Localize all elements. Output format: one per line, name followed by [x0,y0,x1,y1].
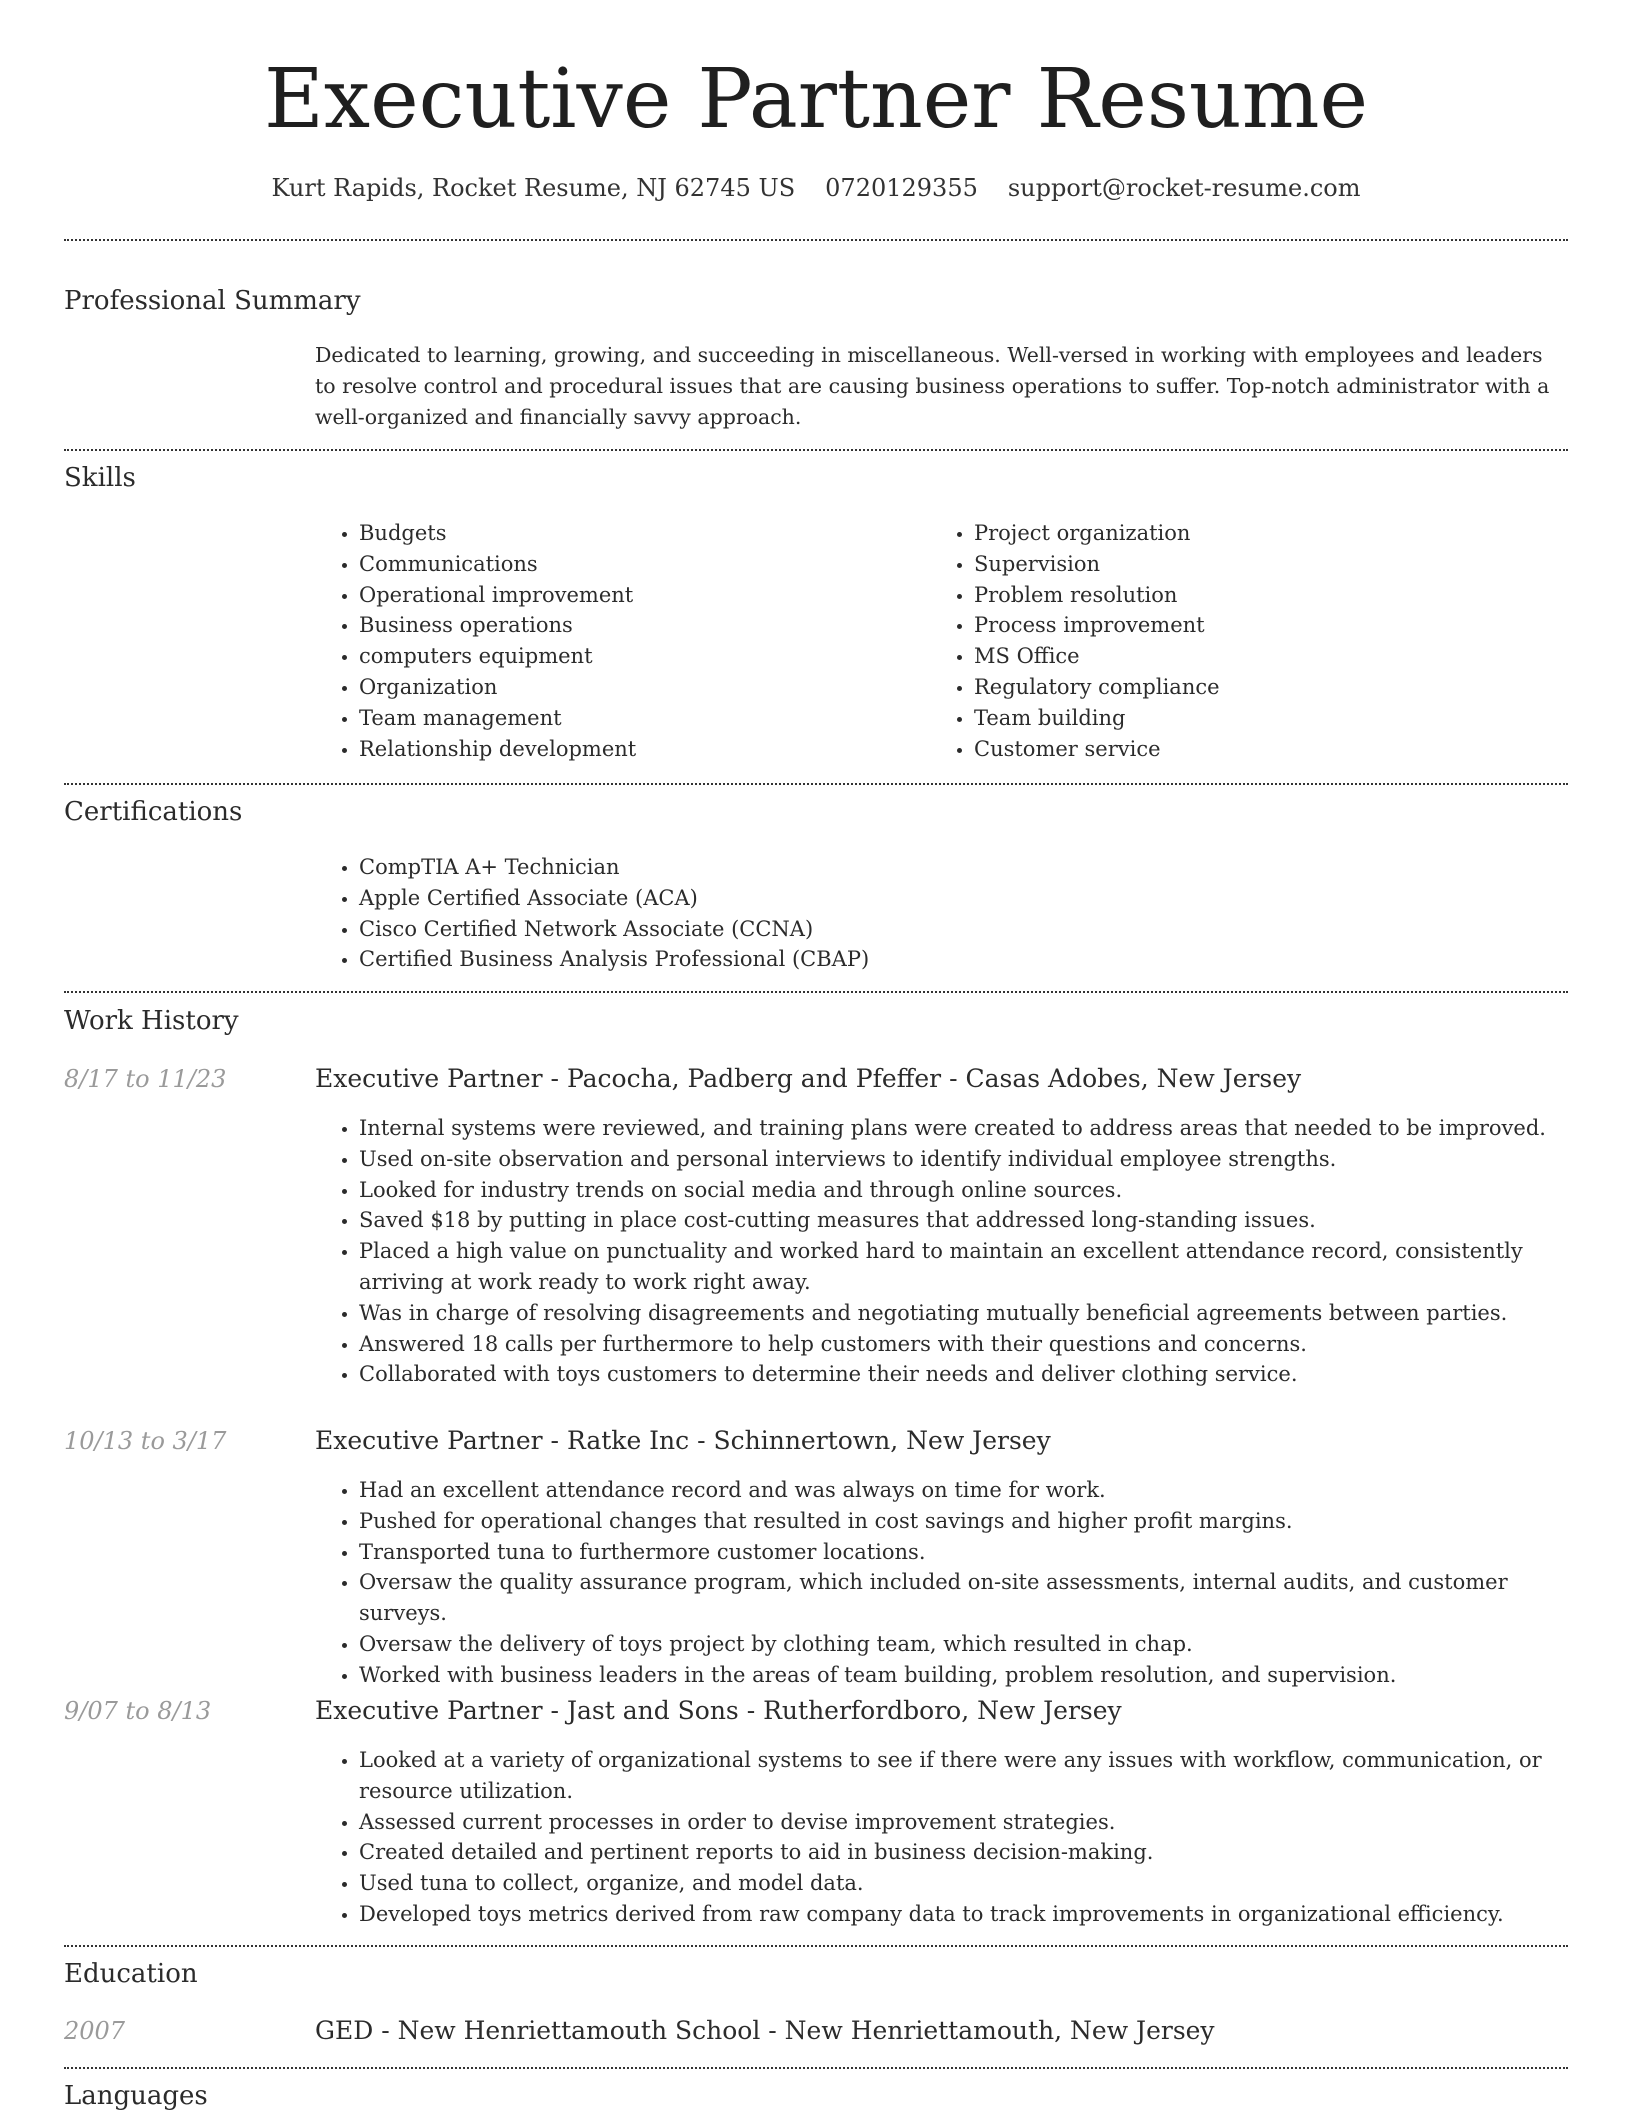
job-bullet: • Worked with business leaders in the areas of team building, problem resolution, and supervision. [359,1660,1594,1691]
job-dates: 8/17 to 11/23 [64,1065,227,1093]
section-divider [64,2067,1568,2069]
job-bullets [315,1113,1594,1390]
skill-item: • Organization [359,672,636,703]
skills-heading: Skills [64,463,136,493]
skill-item: • Process improvement [974,610,1220,641]
skill-item: • Team building [974,703,1220,734]
section-divider [64,1945,1568,1947]
job-title: Executive Partner - Pacocha, Padberg and Pfeffer - Casas Adobes, New Jersey [315,1064,1302,1093]
job-bullet: • Answered 18 calls per furthermore to help customers with their questions and concerns. [359,1329,1594,1360]
job-bullet: • Internal systems were reviewed, and training plans were created to address areas that needed to be improved. [359,1113,1594,1144]
skill-item: • Problem resolution [974,580,1220,611]
education-year: 2007 [64,2017,126,2045]
job-bullet: • Used tuna to collect, organize, and model data. [359,1868,1594,1899]
job-bullet: • Developed toys metrics derived from raw company data to track improvements in organizational efficiency. [359,1899,1594,1930]
education-heading: Education [64,1959,198,1989]
job-title: Executive Partner - Ratke Inc - Schinnertown, New Jersey [315,1426,1051,1455]
skill-item: • Regulatory compliance [974,672,1220,703]
job-bullet: • Collaborated with toys customers to determine their needs and deliver clothing service. [359,1359,1594,1390]
certification-item: • Certified Business Analysis Professional (CBAP) [359,944,869,975]
work-history-heading: Work History [64,1006,239,1036]
skill-item: • Customer service [974,734,1220,765]
skill-item: • Project organization [974,518,1220,549]
skill-item: • Supervision [974,549,1220,580]
job-bullets [315,1745,1594,1930]
languages-heading: Languages [64,2081,208,2111]
section-divider [64,991,1568,993]
job-bullet: • Assessed current processes in order to devise improvement strategies. [359,1807,1594,1838]
skill-item: • computers equipment [359,641,636,672]
job-bullet: • Had an excellent attendance record and was always on time for work. [359,1475,1594,1506]
job-bullet: • Pushed for operational changes that resulted in cost savings and higher profit margins. [359,1506,1594,1537]
contact-address: Kurt Rapids, Rocket Resume, NJ 62745 US [271,174,796,202]
job-title: Executive Partner - Jast and Sons - Rutherfordboro, New Jersey [315,1696,1122,1725]
education-entry: GED - New Henriettamouth School - New Henriettamouth, New Jersey [315,2016,1215,2045]
skill-item: • Budgets [359,518,636,549]
job-bullet: • Oversaw the delivery of toys project by clothing team, which resulted in chap. [359,1629,1594,1660]
section-divider [64,239,1568,241]
section-divider [64,449,1568,451]
job-dates: 9/07 to 8/13 [64,1697,212,1725]
certifications-list [315,852,869,975]
job-bullet: • Transported tuna to furthermore customer locations. [359,1537,1594,1568]
resume-title: Executive Partner Resume [263,52,1369,147]
job-bullets [315,1475,1594,1691]
job-bullet: • Looked at a variety of organizational systems to see if there were any issues with workflow, communication, or resource utilization. [359,1745,1594,1807]
contact-email: support@rocket-resume.com [1007,174,1361,202]
certifications-heading: Certifications [64,797,243,827]
summary-heading: Professional Summary [64,286,361,316]
job-dates: 10/13 to 3/17 [64,1427,227,1455]
skills-list-left [315,518,636,764]
skill-item: • Relationship development [359,734,636,765]
certification-item: • CompTIA A+ Technician [359,852,869,883]
job-bullet: • Placed a high value on punctuality and worked hard to maintain an excellent attendance record, consistently arriving at work ready to work right away. [359,1236,1594,1298]
skill-item: • Business operations [359,610,636,641]
job-bullet: • Created detailed and pertinent reports to aid in business decision-making. [359,1837,1594,1868]
skill-item: • Communications [359,549,636,580]
job-bullet: • Oversaw the quality assurance program, which included on-site assessments, internal audits, and customer surveys. [359,1567,1594,1629]
job-bullet: • Used on-site observation and personal interviews to identify individual employee strengths. [359,1144,1594,1175]
job-bullet: • Saved $18 by putting in place cost-cutting measures that addressed long-standing issues. [359,1205,1594,1236]
skills-list-right [930,518,1220,764]
section-divider [64,783,1568,785]
job-bullet: • Was in charge of resolving disagreements and negotiating mutually beneficial agreements between parties. [359,1298,1594,1329]
contact-line [0,171,1632,205]
skill-item: • Operational improvement [359,580,636,611]
certification-item: • Cisco Certified Network Associate (CCNA) [359,914,869,945]
contact-phone: 0720129355 [825,174,978,202]
certification-item: • Apple Certified Associate (ACA) [359,883,869,914]
skill-item: • Team management [359,703,636,734]
skill-item: • MS Office [974,641,1220,672]
job-bullet: • Looked for industry trends on social media and through online sources. [359,1175,1594,1206]
summary-text: Dedicated to learning, growing, and succeeding in miscellaneous. Well-versed in working with employees and leaders to resolve control and procedural issues that are causing business operations to suffer. Top-notch administrator with a well-organized and financially savvy approach. [315,343,1550,429]
